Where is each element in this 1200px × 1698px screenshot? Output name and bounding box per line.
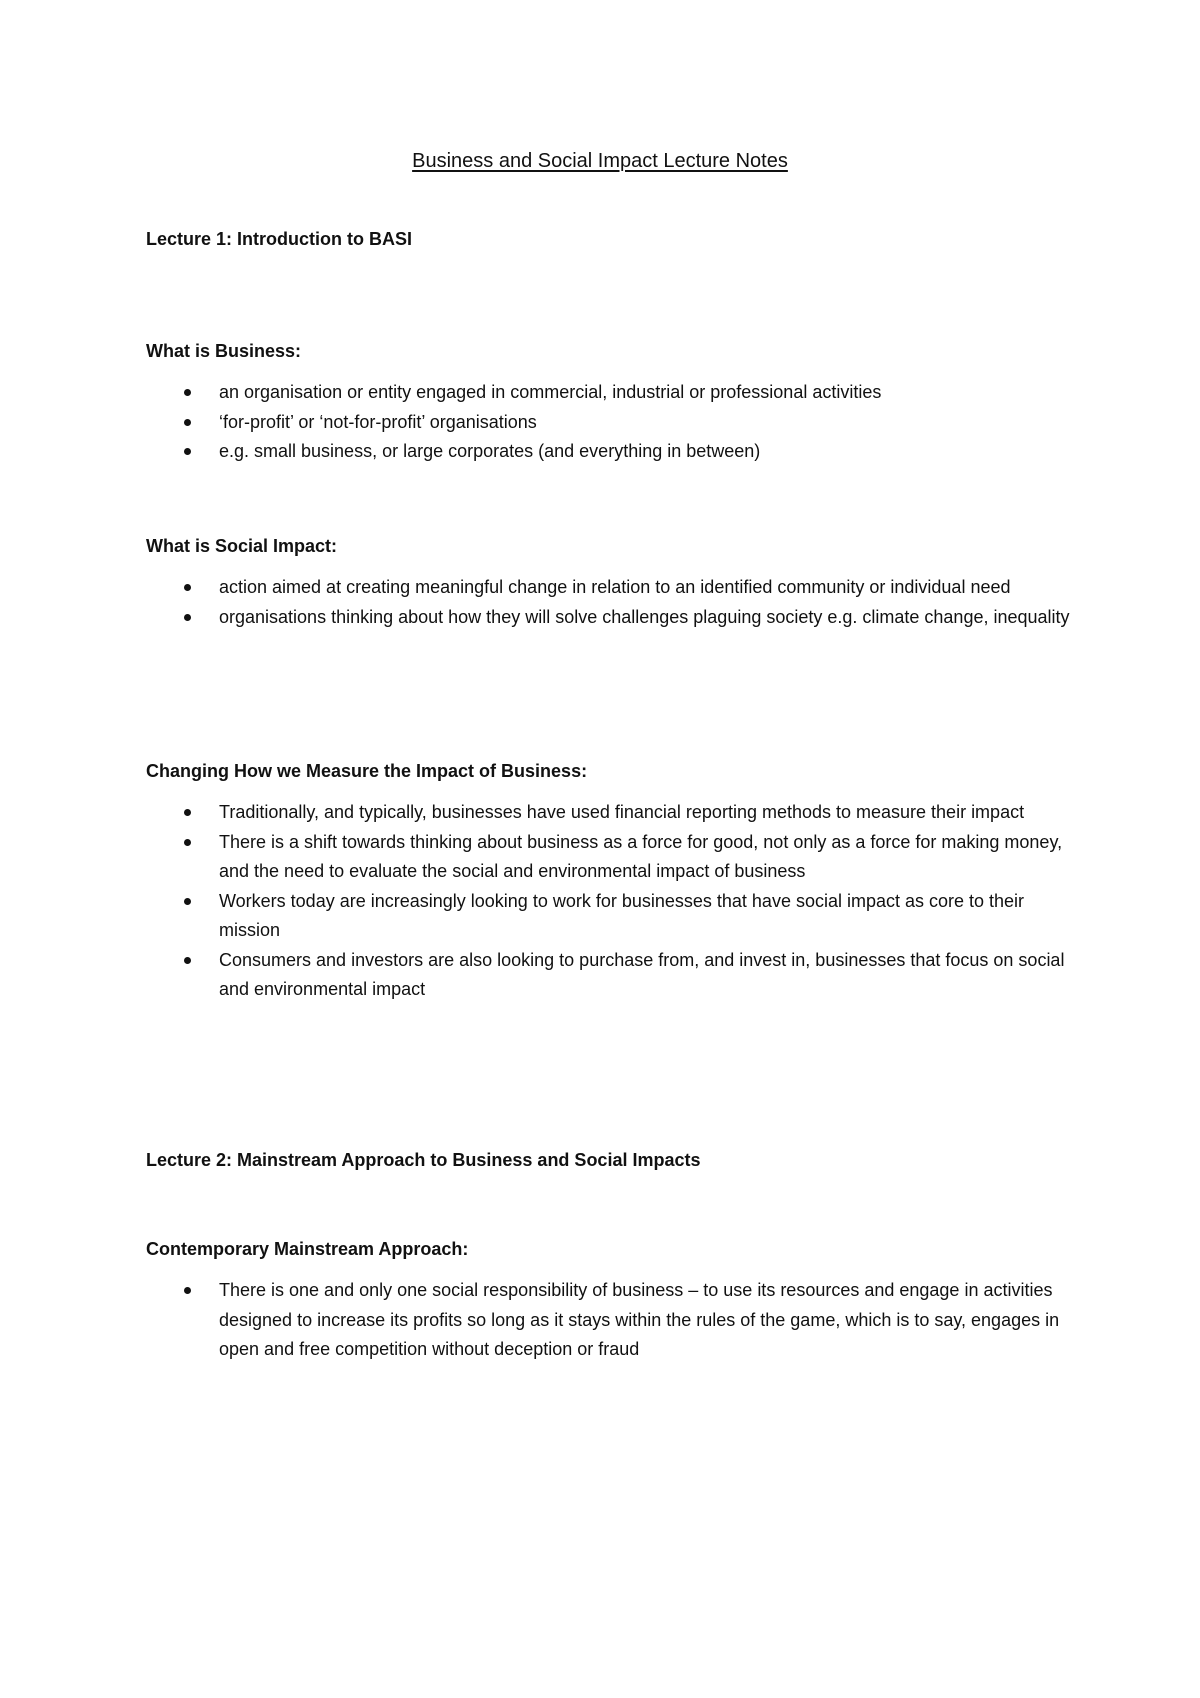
lecture-1-heading: Lecture 1: Introduction to BASI (146, 229, 413, 249)
list-item (146, 887, 1086, 946)
bullet-icon (184, 448, 191, 455)
lecture-1-block (146, 226, 1086, 252)
list-item (146, 1276, 1086, 1365)
lecture-2-heading: Lecture 2: Mainstream Approach to Business and Social Impacts (146, 1150, 701, 1170)
list-item-text: an organisation or entity engaged in commercial, industrial or professional activities (219, 382, 882, 402)
list-item-text: e.g. small business, or large corporates (and everything in between) (219, 441, 761, 461)
bullet-icon (184, 1287, 191, 1294)
contemporary-list-block (146, 1276, 1086, 1365)
contemporary-section (146, 1236, 1086, 1262)
what-is-business-list-block (146, 378, 1086, 467)
what-is-social-impact-heading: What is Social Impact: (146, 536, 338, 556)
bullet-icon (184, 389, 191, 396)
list-item (146, 946, 1086, 1005)
contemporary-heading: Contemporary Mainstream Approach: (146, 1239, 469, 1259)
list-item-text: There is a shift towards thinking about business as a force for good, not only as a force for making money, and the need to evaluate the social and environmental impact of business (219, 831, 1063, 881)
list-item-text: organisations thinking about how they will solve challenges plaguing society e.g. climate change, inequality (219, 606, 1070, 627)
what-is-business-list (146, 378, 1086, 467)
list-item (146, 573, 1086, 603)
bullet-icon (184, 584, 191, 591)
list-item (146, 828, 1086, 887)
bullet-icon (184, 614, 191, 621)
lecture-2-block (146, 1147, 1086, 1173)
what-is-social-impact-list-block (146, 573, 1086, 632)
bullet-icon (184, 419, 191, 426)
changing-measure-list-block (146, 798, 1086, 1005)
contemporary-list (146, 1276, 1086, 1365)
document-title: Business and Social Impact Lecture Notes (412, 150, 788, 172)
changing-measure-heading: Changing How we Measure the Impact of Business: (146, 761, 588, 781)
list-item-text: There is one and only one social responsibility of business – to use its resources and engage in activities designed to increase its profits so long as it stays within the rules of the game, which is to say, engages in open and free competition without deception or fraud (219, 1280, 1060, 1359)
bullet-icon (184, 898, 191, 905)
list-item (146, 378, 1086, 408)
list-item-text: Workers today are increasingly looking to work for businesses that have social impact as core to their mission (219, 890, 1025, 940)
list-item (146, 408, 1086, 438)
list-item-text: Consumers and investors are also looking to purchase from, and invest in, businesses that focus on social and environmental impact (219, 949, 1065, 999)
what-is-social-impact-list (146, 573, 1086, 632)
changing-measure-section (146, 758, 1086, 784)
list-item (146, 437, 1086, 467)
changing-measure-list (146, 798, 1086, 1005)
list-item-text: action aimed at creating meaningful change in relation to an identified community or individual need (219, 577, 1011, 597)
list-item-text: Traditionally, and typically, businesses have used financial reporting methods to measure their impact (219, 802, 1025, 822)
list-item-text: ‘for-profit’ or ‘not-for-profit’ organisations (219, 411, 537, 432)
what-is-social-impact-section (146, 533, 1086, 559)
bullet-icon (184, 809, 191, 816)
list-item (146, 603, 1086, 633)
bullet-icon (184, 957, 191, 964)
what-is-business-section (146, 338, 1086, 364)
list-item (146, 798, 1086, 828)
what-is-business-heading: What is Business: (146, 341, 302, 361)
bullet-icon (184, 839, 191, 846)
